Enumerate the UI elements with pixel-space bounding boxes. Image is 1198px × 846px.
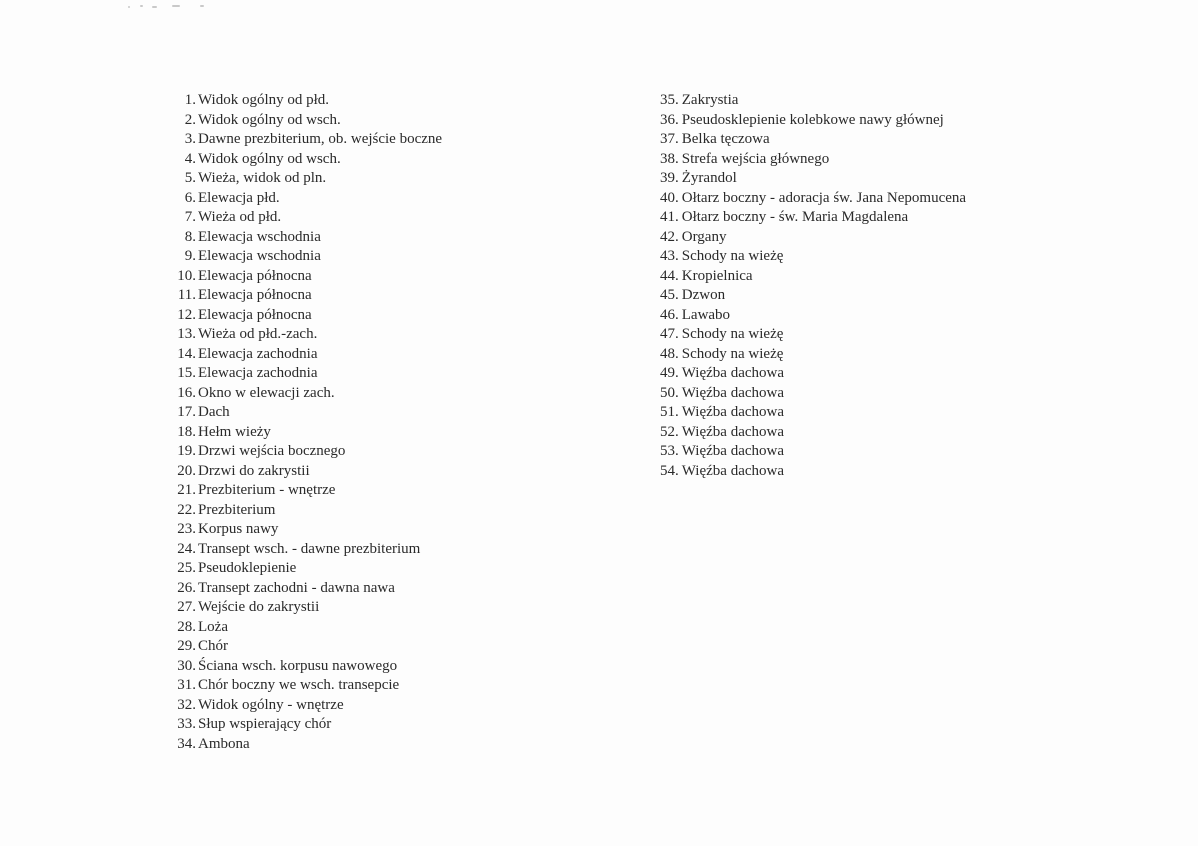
- list-item-caption: Kropielnica: [681, 267, 753, 284]
- list-item-number: 45.: [660, 287, 679, 303]
- list-item: [168, 501, 608, 521]
- list-item-number: 47.: [660, 326, 679, 342]
- list-item: [168, 325, 608, 345]
- list-item-caption: Okno w elewacji zach.: [198, 384, 335, 401]
- list-item-caption: Transept wsch. - dawne prezbiterium: [198, 540, 421, 557]
- list-item-caption: Elewacja płd.: [198, 189, 280, 206]
- list-item-number: 44.: [660, 267, 679, 284]
- list-item-number: 7.: [184, 209, 196, 225]
- list-item-number: 27.: [177, 599, 196, 615]
- list-item: [660, 111, 1160, 131]
- list-item: [660, 228, 1160, 248]
- list-item: [168, 735, 608, 755]
- list-item-number: 21.: [177, 482, 196, 498]
- scan-speck: [140, 5, 143, 7]
- list-item-number: 49.: [660, 365, 679, 381]
- list-item-caption: Wejście do zakrystii: [198, 599, 320, 615]
- list-item: [168, 520, 608, 540]
- list-item-number: 5.: [184, 170, 196, 186]
- list-item-number: 32.: [177, 696, 196, 713]
- list-item-number: 13.: [177, 326, 196, 342]
- list-item-number: 9.: [184, 248, 196, 264]
- list-item-caption: Więźba dachowa: [681, 404, 785, 420]
- list-item-caption: Chór: [198, 638, 228, 654]
- list-item-caption: Wieża, widok od pln.: [198, 170, 327, 186]
- list-item-number: 11.: [177, 287, 196, 303]
- list-item-number: 43.: [660, 248, 679, 264]
- list-item: [168, 637, 608, 657]
- list-item-caption: Pseudosklepienie kolebkowe nawy głównej: [681, 111, 944, 128]
- list-item: [168, 169, 608, 189]
- list-item-number: 38.: [660, 150, 679, 167]
- list-item: [660, 384, 1160, 404]
- list-item: [168, 481, 608, 501]
- list-item: [168, 345, 608, 365]
- list-item-caption: Ołtarz boczny - św. Maria Magdalena: [681, 209, 909, 225]
- list-item: [660, 189, 1160, 209]
- list-item: [168, 306, 608, 326]
- list-item-caption: Prezbiterium: [198, 501, 276, 518]
- scan-speck: [152, 6, 157, 8]
- list-item-number: 36.: [660, 111, 679, 128]
- list-item-number: 12.: [177, 306, 196, 323]
- list-item-caption: Schody na wieżę: [681, 326, 784, 342]
- list-item: [168, 598, 608, 618]
- list-item: [168, 696, 608, 716]
- list-item-caption: Belka tęczowa: [681, 131, 770, 147]
- list-item-number: 10.: [177, 267, 196, 284]
- list-item-number: 30.: [177, 657, 196, 674]
- list-item: [168, 150, 608, 170]
- list-item-number: 52.: [660, 423, 679, 440]
- list-item-number: 18.: [177, 423, 196, 440]
- list-item-caption: Słup wspierający chór: [198, 716, 332, 732]
- list-item-number: 4.: [184, 150, 196, 167]
- list-item-caption: Zakrystia: [681, 92, 739, 108]
- list-item: [168, 403, 608, 423]
- list-item-caption: Wieża od płd.: [198, 209, 282, 225]
- list-item-caption: Schody na wieżę: [681, 248, 784, 264]
- list-item-caption: Elewacja północna: [198, 306, 312, 323]
- list-item: [168, 364, 608, 384]
- list-item-caption: Pseudoklepienie: [198, 560, 297, 576]
- list-item: [660, 150, 1160, 170]
- list-item-number: 24.: [177, 540, 196, 557]
- list-item: [168, 579, 608, 599]
- list-item-caption: Transept zachodni - dawna nawa: [198, 579, 395, 596]
- list-item: [168, 228, 608, 248]
- list-item-number: 15.: [177, 365, 196, 381]
- list-item-caption: Ściana wsch. korpusu nawowego: [198, 657, 398, 674]
- list-item: [168, 286, 608, 306]
- list-item-caption: Schody na wieżę: [681, 345, 784, 362]
- list-item-caption: Elewacja północna: [198, 267, 312, 284]
- list-item: [660, 423, 1160, 443]
- list-item-caption: Lawabo: [681, 306, 731, 323]
- list-item: [660, 91, 1160, 111]
- list-item: [168, 618, 608, 638]
- list-item: [168, 462, 608, 482]
- list-item: [660, 345, 1160, 365]
- list-item-caption: Chór boczny we wsch. transepcie: [198, 677, 400, 693]
- list-item: [168, 442, 608, 462]
- list-item-caption: Więźba dachowa: [681, 384, 785, 401]
- list-item-caption: Drzwi do zakrystii: [198, 462, 310, 479]
- list-item-caption: Loża: [198, 618, 228, 635]
- list-item: [168, 111, 608, 131]
- list-item-number: 42.: [660, 228, 679, 245]
- list-item-caption: Widok ogólny od wsch.: [198, 111, 341, 128]
- list-item: [660, 442, 1160, 462]
- list-item-number: 28.: [177, 618, 196, 635]
- list-item-number: 16.: [177, 384, 196, 401]
- list-item-caption: Widok ogólny od wsch.: [198, 150, 341, 167]
- list-item-caption: Więźba dachowa: [681, 365, 785, 381]
- list-item: [660, 208, 1160, 228]
- list-item: [168, 540, 608, 560]
- list-item-caption: Elewacja wschodnia: [198, 228, 321, 245]
- list-item-caption: Elewacja zachodnia: [198, 365, 318, 381]
- list-item-number: 33.: [177, 716, 196, 732]
- list-item-caption: Ambona: [198, 735, 250, 752]
- photo-list-left-column: [168, 91, 608, 754]
- list-item-caption: Więźba dachowa: [681, 462, 785, 479]
- list-item-number: 25.: [177, 560, 196, 576]
- list-item-caption: Organy: [681, 228, 727, 245]
- list-item: [168, 657, 608, 677]
- list-item: [660, 286, 1160, 306]
- list-item: [168, 189, 608, 209]
- list-item-number: 31.: [177, 677, 196, 693]
- list-item-number: 46.: [660, 306, 679, 323]
- list-item-caption: Widok ogólny od płd.: [198, 92, 330, 108]
- list-item-number: 54.: [660, 462, 679, 479]
- list-item: [168, 676, 608, 696]
- list-item: [660, 130, 1160, 150]
- list-item: [168, 384, 608, 404]
- list-item-number: 26.: [177, 579, 196, 596]
- list-item-number: 2.: [184, 111, 196, 128]
- list-item-number: 37.: [660, 131, 679, 147]
- list-item-caption: Dawne prezbiterium, ob. wejście boczne: [198, 131, 443, 147]
- list-item-number: 50.: [660, 384, 679, 401]
- list-item-caption: Korpus nawy: [198, 521, 279, 537]
- list-item: [168, 91, 608, 111]
- list-item-caption: Elewacja zachodnia: [198, 345, 318, 362]
- list-item: [660, 462, 1160, 482]
- list-item-number: 53.: [660, 443, 679, 459]
- list-item-number: 40.: [660, 189, 679, 206]
- list-item: [660, 247, 1160, 267]
- list-item-number: 41.: [660, 209, 679, 225]
- list-item-caption: Elewacja wschodnia: [198, 248, 321, 264]
- list-item: [168, 130, 608, 150]
- list-item: [660, 169, 1160, 189]
- list-item-caption: Drzwi wejścia bocznego: [198, 443, 346, 459]
- list-item: [168, 247, 608, 267]
- list-item-caption: Więźba dachowa: [681, 423, 785, 440]
- list-item: [660, 267, 1160, 287]
- list-item: [168, 208, 608, 228]
- list-item-number: 39.: [660, 170, 679, 186]
- list-item: [660, 325, 1160, 345]
- list-item-caption: Strefa wejścia głównego: [681, 150, 830, 167]
- list-item: [168, 559, 608, 579]
- list-item-caption: Ołtarz boczny - adoracja św. Jana Nepomucena: [681, 189, 967, 206]
- list-item-caption: Wieża od płd.-zach.: [198, 326, 318, 342]
- list-item-caption: Żyrandol: [681, 170, 737, 186]
- list-item-number: 20.: [177, 462, 196, 479]
- scan-speck: [172, 5, 180, 7]
- list-item: [660, 364, 1160, 384]
- list-item: [660, 403, 1160, 423]
- photo-list-right-column: [660, 91, 1160, 481]
- scan-speck: [200, 5, 204, 7]
- list-item: [168, 267, 608, 287]
- list-item-caption: Widok ogólny - wnętrze: [198, 696, 344, 713]
- list-item-number: 6.: [184, 189, 196, 206]
- list-item-number: 35.: [660, 92, 679, 108]
- list-item-number: 1.: [184, 92, 196, 108]
- list-item-caption: Dzwon: [681, 287, 726, 303]
- scan-speck: [128, 6, 130, 8]
- list-item-caption: Prezbiterium - wnętrze: [198, 482, 336, 498]
- list-item-number: 14.: [177, 345, 196, 362]
- list-item-caption: Dach: [198, 404, 230, 420]
- list-item-number: 19.: [177, 443, 196, 459]
- list-item-number: 17.: [177, 404, 196, 420]
- list-item: [168, 423, 608, 443]
- list-item-number: 51.: [660, 404, 679, 420]
- list-item-caption: Hełm wieży: [198, 423, 271, 440]
- list-item-number: 29.: [177, 638, 196, 654]
- list-item-caption: Więźba dachowa: [681, 443, 785, 459]
- list-item-number: 3.: [184, 131, 196, 147]
- list-item-number: 8.: [184, 228, 196, 245]
- list-item-number: 48.: [660, 345, 679, 362]
- list-item: [168, 715, 608, 735]
- list-item: [660, 306, 1160, 326]
- list-item-number: 22.: [177, 501, 196, 518]
- list-item-caption: Elewacja północna: [198, 287, 312, 303]
- list-item-number: 34.: [177, 735, 196, 752]
- list-item-number: 23.: [177, 521, 196, 537]
